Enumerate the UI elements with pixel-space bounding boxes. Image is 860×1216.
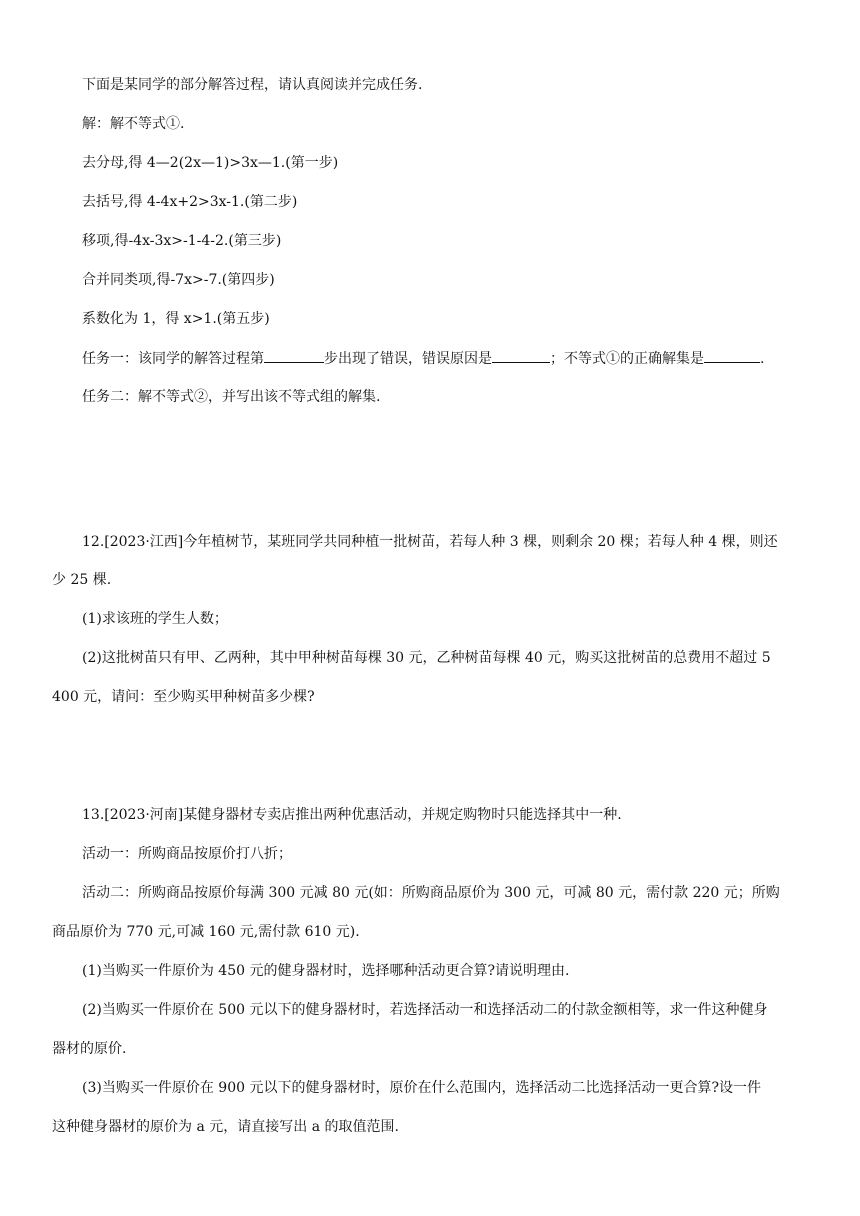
solution-step-4: 合并同类项,得-7x>-7.(第四步) xyxy=(82,272,275,288)
question-13-activity1: 活动一：所购商品按原价打八折； xyxy=(82,846,292,862)
instruction-text: 下面是某同学的部分解答过程，请认真阅读并完成任务. xyxy=(82,77,423,93)
answer-blank-reason[interactable] xyxy=(492,348,550,363)
task-one xyxy=(82,348,764,369)
task-one-text-4: . xyxy=(760,351,765,367)
task-one-text-3: ；不等式①的正确解集是 xyxy=(550,351,704,367)
question-12-part2-line1: (2)这批树苗只有甲、乙两种，其中甲种树苗每棵 30 元，乙种树苗每棵 40 元，购买这批树苗的总费用不超过 5 xyxy=(82,650,771,666)
question-12-stem-line1: 12.[2023·江西]今年植树节，某班同学共同种植一批树苗，若每人种 3 棵，则剩余 20 棵；若每人种 4 棵，则还 xyxy=(82,534,778,550)
question-13-part2-line1: (2)当购买一件原价在 500 元以下的健身器材时，若选择活动一和选择活动二的付款金额相等，求一件这种健身 xyxy=(82,1002,768,1018)
solution-step-5: 系数化为 1，得 x>1.(第五步) xyxy=(82,311,270,327)
question-12-part1: (1)求该班的学生人数； xyxy=(82,611,228,627)
task-one-text-2: 步出现了错误，错误原因是 xyxy=(324,351,492,367)
solution-step-2: 去括号,得 4-4x+2>3x-1.(第二步) xyxy=(82,194,298,210)
question-13-activity2-line2: 商品原价为 770 元,可减 160 元,需付款 610 元). xyxy=(52,924,360,940)
question-13-part2-line2: 器材的原价. xyxy=(52,1041,127,1057)
question-12-stem-line2: 少 25 棵. xyxy=(52,572,112,588)
answer-blank-step[interactable] xyxy=(264,348,324,363)
answer-blank-solution-set[interactable] xyxy=(704,348,760,363)
question-13-part3-line2: 这种健身器材的原价为 a 元，请直接写出 a 的取值范围. xyxy=(52,1119,399,1135)
solution-step-1: 去分母,得 4—2(2x—1)>3x—1.(第一步) xyxy=(82,155,339,171)
question-13-activity2-line1: 活动二：所购商品按原价每满 300 元减 80 元(如：所购商品原价为 300 元，可减 80 元，需付款 220 元；所购 xyxy=(82,885,780,901)
solution-intro: 解：解不等式①. xyxy=(82,116,185,132)
question-13-stem: 13.[2023·河南]某健身器材专卖店推出两种优惠活动，并规定购物时只能选择其中一种. xyxy=(82,807,622,823)
question-13-part3-line1: (3)当购买一件原价在 900 元以下的健身器材时，原价在什么范围内，选择活动二比选择活动一更合算?设一件 xyxy=(82,1080,761,1096)
task-two: 任务二：解不等式②，并写出该不等式组的解集. xyxy=(82,389,381,405)
task-one-text-1: 任务一：该同学的解答过程第 xyxy=(82,351,264,367)
solution-step-3: 移项,得-4x-3x>-1-4-2.(第三步) xyxy=(82,233,282,249)
question-13-part1: (1)当购买一件原价为 450 元的健身器材时，选择哪种活动更合算?请说明理由. xyxy=(82,963,570,979)
question-12-part2-line2: 400 元，请问：至少购买甲种树苗多少棵? xyxy=(52,689,315,705)
